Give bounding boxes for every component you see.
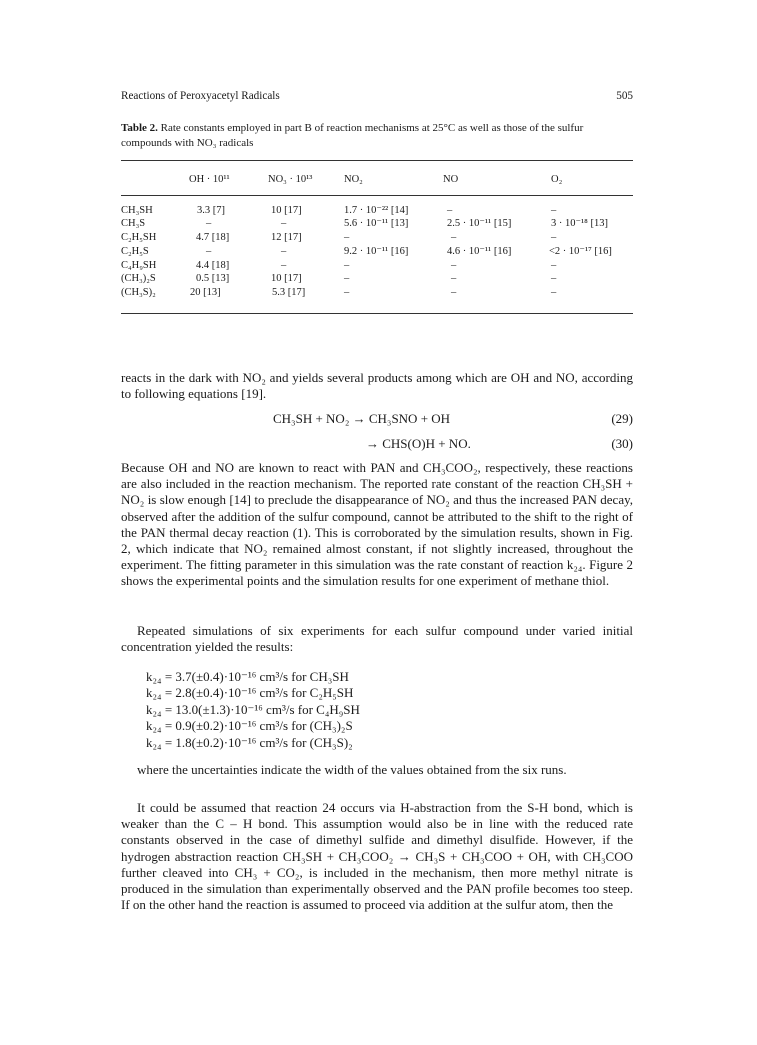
table-caption	[121, 121, 633, 151]
table-cell: CH₃S	[121, 218, 146, 229]
rate-results-list	[146, 669, 566, 751]
rate-result-line: k₂₄ = 3.7(±0.4)·10⁻¹⁶ cm³/s for CH₃SH	[146, 669, 349, 684]
table-header-no3: NO₃ · 10¹³	[268, 174, 313, 185]
equation-text: → CHS(O)H + NO.	[366, 436, 471, 451]
table-cell: –	[551, 260, 557, 271]
equation-30	[121, 436, 633, 454]
table-cell: C₄H₉SH	[121, 260, 157, 271]
table-bottom-rule	[121, 313, 633, 314]
paragraph-text: It could be assumed that reaction 24 occurs via H-abstraction from the S-H bond, which is weaker than the C – H bond. This assumption would also be in line with the reduced rate constants observed in the case of dimethyl sulfide and dimethyl disulfide. However, if the hydrogen abstraction reaction CH₃SH + CH₃COO₂ → CH₃S + CH₃COO + OH, with CH₃COO further cleaved into CH₃ + CO₂, is included in the mechanism, then more methyl nitrate is produced in the simulation than experimentally observed and the PAN profile becomes too steep. If on the other hand the reaction is assumed to proceed via addition at the sulfur atom, then the	[121, 800, 633, 913]
table-cell: –	[551, 232, 557, 243]
table-header-no2: NO₂	[344, 174, 363, 185]
table-cell: (CH₃)₂S	[121, 273, 156, 284]
table-cell: –	[344, 287, 350, 298]
table-cell: –	[451, 287, 457, 298]
equation-number: (29)	[611, 411, 633, 426]
table-caption-label: Table 2.	[121, 122, 158, 134]
table-cell: –	[451, 273, 457, 284]
table-cell: –	[206, 218, 212, 229]
table-cell: –	[281, 246, 287, 257]
table-cell: 10 [17]	[271, 273, 302, 284]
body-paragraph	[121, 762, 633, 778]
running-head-title: Reactions of Peroxyacetyl Radicals	[121, 90, 280, 102]
rate-result-line: k₂₄ = 2.8(±0.4)·10⁻¹⁶ cm³/s for C₂H₅SH	[146, 685, 354, 701]
table-cell: –	[344, 260, 350, 271]
body-paragraph	[121, 370, 633, 402]
table-cell: (CH₃S)₂	[121, 287, 156, 298]
equation-text: CH₃SH + NO₂ → CH₃SNO + OH	[273, 411, 451, 426]
table-cell: –	[551, 205, 557, 216]
equation-number: (30)	[611, 436, 633, 451]
table-cell: –	[206, 246, 212, 257]
table-cell: CH₃SH	[121, 205, 153, 216]
body-paragraph	[121, 800, 633, 913]
table-cell: –	[451, 260, 457, 271]
table-cell: 5.6 · 10⁻¹¹ [13]	[344, 218, 409, 229]
table-cell: 0.5 [13]	[196, 273, 230, 284]
table-cell: 1.7 · 10⁻²² [14]	[344, 205, 409, 216]
table-cell: 20 [13]	[190, 287, 221, 298]
body-paragraph	[121, 623, 633, 655]
table-cell: 4.4 [18]	[196, 260, 230, 271]
table-caption-text: Rate constants employed in part B of reaction mechanisms at 25°C as well as those of the sulfur compounds with NO₃ radicals	[121, 122, 584, 149]
body-paragraph	[121, 460, 633, 590]
table-cell: C₂H₅SH	[121, 232, 157, 243]
table-top-rule	[121, 160, 633, 161]
paragraph-text: Because OH and NO are known to react with PAN and CH₃COO₂, respectively, these reactions are also included in the reaction mechanism. The reported rate constant of the reaction CH₃SH + NO₂ is slow enough [14] to preclude the disappearance of NO₂ and thus the increased PAN decay, observed after the addition of the sulfur compound, cannot be attributed to the shift to the right of the PAN thermal decay reaction (1). This is corroborated by the simulation results, shown in Fig. 2, which indicate that NO₂ remained almost constant, if not slightly increased, throughout the experiment. The fitting parameter in this simulation was the rate constant of reaction k₂₄. Figure 2 shows the experimental points and the simulation results for one experiment of methane thiol.	[121, 460, 633, 589]
rate-result-line: k₂₄ = 13.0(±1.3)·10⁻¹⁶ cm³/s for C₄H₉SH	[146, 701, 360, 717]
table-header-no: NO	[443, 174, 459, 185]
table-cell: 3.3 [7]	[197, 205, 225, 216]
table-cell: <2 · 10⁻¹⁷ [16]	[549, 246, 612, 257]
paragraph-text: Repeated simulations of six experiments for each sulfur compound under varied initial concentration yielded the results:	[121, 623, 633, 655]
table-cell: 10 [17]	[271, 205, 302, 216]
table-header-rule	[121, 195, 633, 196]
table-cell: 4.7 [18]	[196, 232, 230, 243]
paragraph-text: where the uncertainties indicate the width of the values obtained from the six runs.	[137, 762, 567, 777]
table-header-oh: OH · 10¹¹	[189, 174, 230, 185]
rate-result-line: k₂₄ = 0.9(±0.2)·10⁻¹⁶ cm³/s for (CH₃)₂S	[146, 718, 353, 734]
table-header-o2: O₂	[551, 174, 563, 185]
rate-result-line: k₂₄ = 1.8(±0.2)·10⁻¹⁶ cm³/s for (CH₃S)₂	[146, 734, 353, 750]
table-cell: 12 [17]	[271, 232, 302, 243]
table-cell: –	[281, 260, 287, 271]
table-cell: 4.6 · 10⁻¹¹ [16]	[447, 246, 512, 257]
running-head	[121, 90, 633, 106]
table-cell: –	[447, 205, 453, 216]
table-cell: C₂H₅S	[121, 246, 149, 257]
table-cell: 9.2 · 10⁻¹¹ [16]	[344, 246, 409, 257]
table-cell: 5.3 [17]	[272, 287, 306, 298]
table-cell: –	[551, 287, 557, 298]
table-cell: 2.5 · 10⁻¹¹ [15]	[447, 218, 512, 229]
table-cell: –	[551, 273, 557, 284]
table-cell: –	[344, 273, 350, 284]
table-cell: –	[451, 232, 457, 243]
table-cell: 3 · 10⁻¹⁸ [13]	[551, 218, 608, 229]
table-cell: –	[281, 218, 287, 229]
table-cell: –	[344, 232, 350, 243]
equation-29	[121, 411, 633, 429]
page-number: 505	[616, 90, 633, 102]
paragraph-text: reacts in the dark with NO₂ and yields several products among which are OH and NO, according to following equations [19].	[121, 370, 633, 402]
